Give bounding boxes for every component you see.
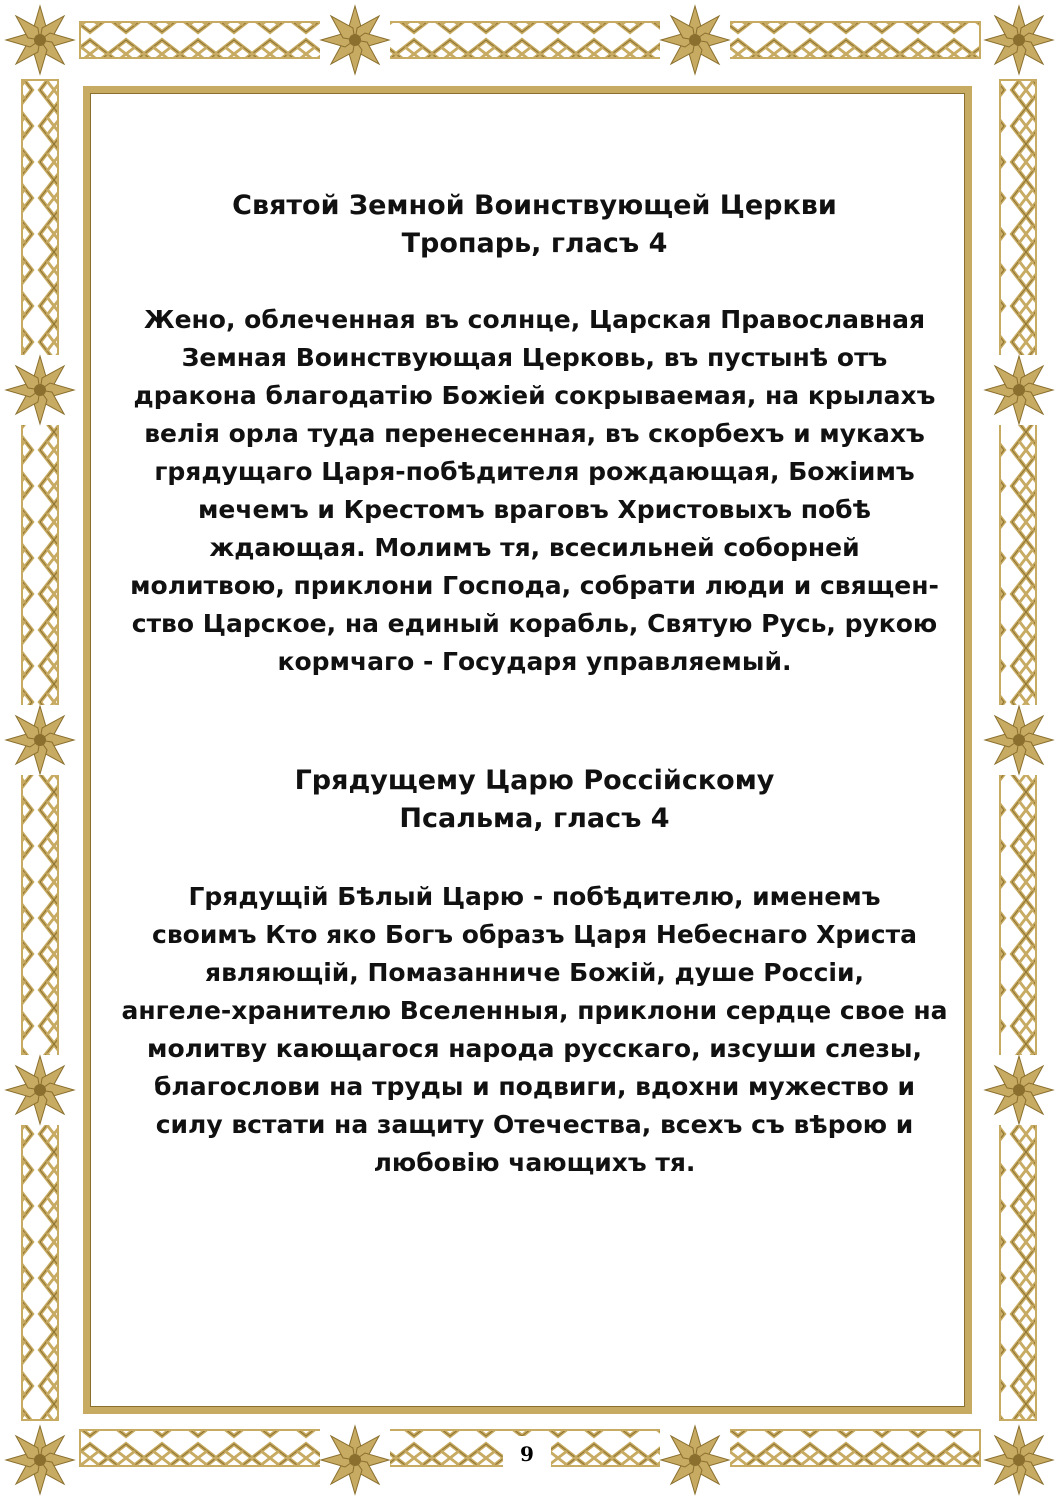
star-ornament-icon <box>984 5 1054 75</box>
star-ornament-icon <box>984 705 1054 775</box>
verse-line: своимъ Кто яко Богъ образъ Царя Небеснаго Христа <box>152 920 917 949</box>
verse-line: мечемъ и Крестомъ враговъ Христовыхъ побѣ <box>198 495 871 524</box>
verse-line: Жено, облеченная въ солнце, Царская Православная <box>143 305 926 334</box>
star-ornament-icon <box>5 1055 75 1125</box>
verse-line: дракона благодатію Божіей сокрываемая, на крылахъ <box>133 381 936 410</box>
star-ornament-icon <box>984 1425 1054 1495</box>
star-ornament-icon <box>320 5 390 75</box>
star-ornament-icon <box>660 5 730 75</box>
star-ornament-icon <box>5 5 75 75</box>
verse-line: молитвою, приклони Господа, собрати люди и священ- <box>130 571 939 600</box>
verse-line: ждающая. Молимъ тя, всесильней соборней <box>209 533 860 562</box>
verse-line: Грядущій Бѣлый Царю - побѣдителю, именемъ <box>188 882 881 911</box>
page-content <box>90 93 979 1421</box>
section-subtitle: Тропарь, гласъ 4 <box>401 228 668 259</box>
star-ornament-icon <box>5 705 75 775</box>
star-ornament-icon <box>5 1425 75 1495</box>
verse-line: являющій, Помазанниче Божій, душе Россіи, <box>205 958 864 987</box>
verse-line: любовію чающихъ тя. <box>373 1148 696 1177</box>
verse-line: кормчаго - Государя управляемый. <box>277 647 792 676</box>
verse-line: Земная Воинствующая Церковь, въ пустынѣ отъ <box>181 343 888 372</box>
verse-line: ангеле-хранителю Вселенныя, приклони сердце свое на <box>121 996 948 1025</box>
star-ornament-icon <box>320 1425 390 1495</box>
verse-line: молитву кающагося народа русскаго, изсуши слезы, <box>147 1034 922 1063</box>
verse-line: велія орла туда перенесенная, въ скорбехъ и мукахъ <box>144 419 925 448</box>
section-title: Грядущему Царю Россійскому <box>294 765 775 796</box>
verse-line: грядущаго Царя-побѣдителя рождающая, Божіимъ <box>154 457 915 486</box>
section-subtitle: Псальма, гласъ 4 <box>399 803 670 834</box>
star-ornament-icon <box>660 1425 730 1495</box>
star-ornament-icon <box>984 1055 1054 1125</box>
verse-line: ство Царское, на единый корабль, Святую Русь, рукою <box>131 609 938 638</box>
page-number: 9 <box>503 1436 551 1472</box>
star-ornament-icon <box>5 355 75 425</box>
verse-line: силу встати на защиту Отечества, всехъ съ вѣрою и <box>155 1110 914 1139</box>
star-ornament-icon <box>984 355 1054 425</box>
text-frame <box>83 86 972 1414</box>
section-title: Святой Земной Воинствующей Церкви <box>232 190 837 221</box>
verse-line: благослови на труды и подвиги, вдохни мужество и <box>153 1072 916 1101</box>
